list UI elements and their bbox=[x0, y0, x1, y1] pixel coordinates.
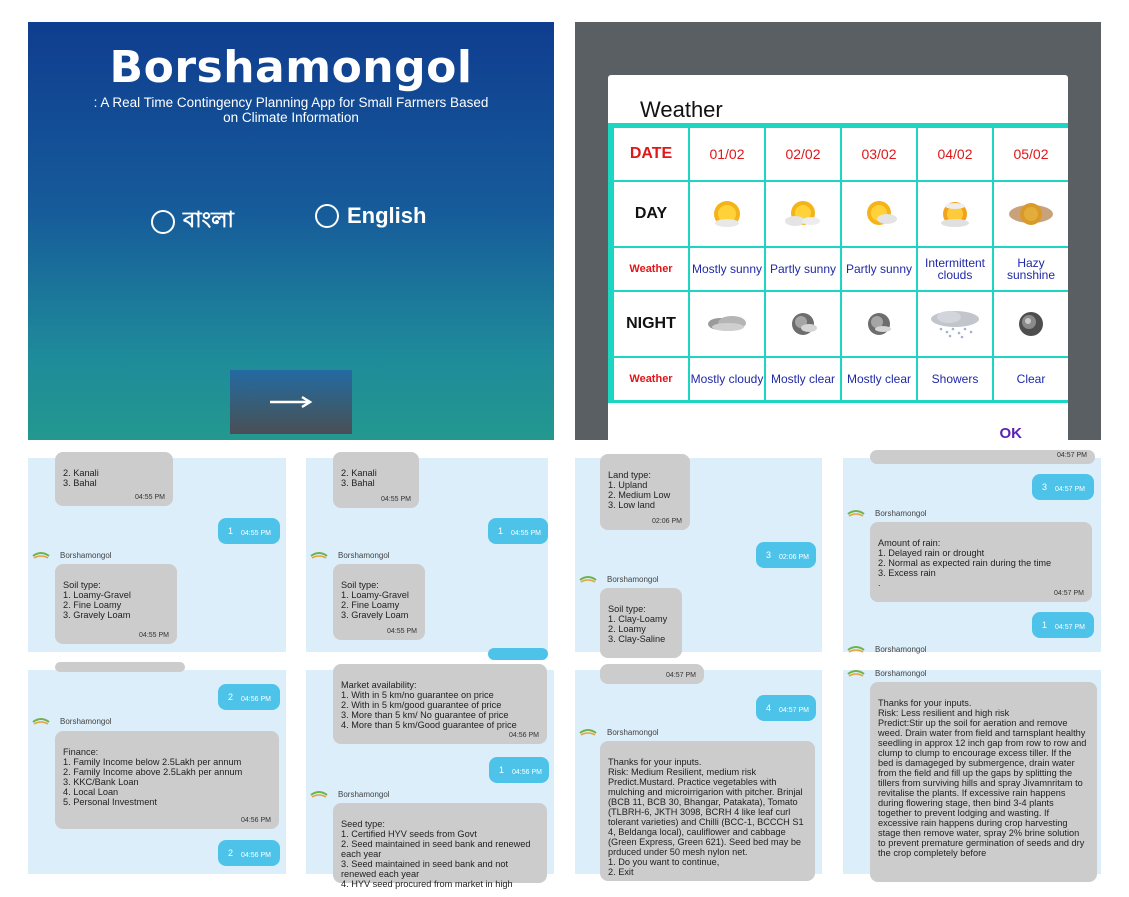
chat-panel-risk-high[interactable] bbox=[843, 670, 1101, 874]
sender-row bbox=[32, 550, 112, 560]
sender-row bbox=[579, 727, 659, 737]
sender-name: Borshamongol bbox=[607, 574, 659, 584]
sent-reply-bubble bbox=[1032, 474, 1094, 500]
night-header: NIGHT bbox=[614, 292, 688, 356]
hazy-sunshine-icon bbox=[994, 182, 1068, 246]
message-bubble bbox=[600, 454, 690, 530]
sent-reply-bubble bbox=[1032, 612, 1094, 638]
sent-reply-bubble bbox=[488, 518, 548, 544]
night-weather-desc: Mostly cloudy bbox=[690, 358, 764, 400]
showers-icon bbox=[918, 292, 992, 356]
sender-name: Borshamongol bbox=[60, 716, 112, 726]
message-text: Soil type: 1. Loamy-Gravel 2. Fine Loamy 3. Gravely Loam bbox=[341, 580, 409, 620]
message-time: 04:55 PM bbox=[381, 496, 411, 503]
message-bubble bbox=[870, 682, 1097, 882]
reply-time: 04:55 PM bbox=[511, 529, 541, 537]
message-bubble bbox=[870, 522, 1092, 602]
message-bubble bbox=[333, 452, 419, 508]
date-cell: 02/02 bbox=[766, 128, 840, 180]
app-title: Borshamongol bbox=[109, 42, 473, 93]
dialog-title: Weather bbox=[640, 97, 723, 122]
app-logo-icon bbox=[32, 550, 50, 560]
night-weather-desc: Mostly clear bbox=[842, 358, 916, 400]
radio-button-icon[interactable] bbox=[315, 204, 339, 228]
day-weather-desc: Intermittent clouds bbox=[918, 248, 992, 290]
radio-button-icon[interactable] bbox=[151, 210, 175, 234]
reply-number: 1 bbox=[499, 765, 505, 775]
date-cell: 05/02 bbox=[994, 128, 1068, 180]
app-logo-icon bbox=[847, 668, 865, 678]
chat-panel-rain-amount[interactable] bbox=[843, 452, 1101, 654]
message-bubble bbox=[333, 803, 547, 889]
chat-panel-land-type[interactable] bbox=[575, 458, 822, 652]
language-label-english: English bbox=[347, 203, 427, 228]
chat-panel-soil-type-1[interactable] bbox=[28, 458, 286, 652]
app-logo-icon bbox=[32, 716, 50, 726]
reply-time: 04:57 PM bbox=[1055, 623, 1085, 631]
message-bubble bbox=[600, 741, 815, 881]
sender-row bbox=[847, 644, 927, 654]
date-cell: 01/02 bbox=[690, 128, 764, 180]
message-text: Thanks for your inputs. Risk: Less resilient and high risk Predict:Stir up the soil for aeration and remove weed. Drain water from field and tarnsplant healthy seedling in approx 12 inch gap from row to row and clump to clump to encourage excess tiller. If the bed is damageged by submergence, drain water from the field and fill up the gaps by splitting the tillers from surviving hills and spray Jivamnritam to revitalise the plants. If excessive rain happens during flowering stage, then bind 3-4 plants together to prevent lodging and wasting. If excessive rain happens during crop harvesting stage then remove water, spray 2% brine solution to prevent premature germination of seeds and dry the crop completely before bbox=[878, 698, 1087, 858]
message-bubble-partial bbox=[870, 450, 1095, 464]
message-bubble bbox=[55, 452, 173, 506]
sender-row bbox=[579, 574, 659, 584]
date-cell: 04/02 bbox=[918, 128, 992, 180]
reply-number: 2 bbox=[228, 692, 234, 702]
sent-reply-bubble bbox=[218, 840, 280, 866]
ok-button[interactable]: OK bbox=[999, 425, 1022, 442]
weather-table bbox=[608, 123, 1068, 403]
night-weather-desc: Showers bbox=[918, 358, 992, 400]
weather-screen bbox=[575, 22, 1101, 440]
day-weather-header: Weather bbox=[614, 248, 688, 290]
message-time: 04:56 PM bbox=[241, 817, 271, 824]
reply-number: 2 bbox=[228, 848, 234, 858]
message-bubble bbox=[55, 564, 177, 644]
day-weather-desc: Hazy sunshine bbox=[994, 248, 1068, 290]
message-bubble-partial bbox=[600, 664, 704, 684]
language-option-bangla[interactable] bbox=[151, 203, 234, 240]
reply-number: 3 bbox=[766, 550, 772, 560]
sender-name: Borshamongol bbox=[875, 668, 927, 678]
chat-panel-soil-type-2[interactable] bbox=[306, 458, 548, 652]
sender-name: Borshamongol bbox=[338, 550, 390, 560]
reply-number: 1 bbox=[498, 526, 504, 536]
app-logo-icon bbox=[847, 644, 865, 654]
message-text: Thanks for your inputs. Risk: Medium Resilient, medium risk Predict.Mustard. Practice vegetables with mulching and microirrigarion with pitcher. Brinjal (BCB 11, BCB 30, Bhangar, Patakata), Tomato (TLBRH-6, JKTH 3098, BCRH 4 like leaf curl tolerant varieties) and Chilli (BCC-1, BCCCH S1 4, Beldanga local), cauliflower and cabbage (Green Express, Green 621). Seed bed may be prduced under 50 mesh nylon net. 1. Do you want to continue, 2. Exit bbox=[608, 757, 804, 877]
app-logo-icon bbox=[847, 508, 865, 518]
mostly-cloudy-night-icon bbox=[690, 292, 764, 356]
reply-number: 3 bbox=[1042, 482, 1048, 492]
message-time: 04:57 PM bbox=[1057, 452, 1087, 459]
app-logo-icon bbox=[579, 727, 597, 737]
clear-night-icon bbox=[994, 292, 1068, 356]
weather-dialog bbox=[608, 75, 1068, 455]
night-weather-header: Weather bbox=[614, 358, 688, 400]
message-time: 04:56 PM bbox=[509, 732, 539, 739]
reply-time: 02:06 PM bbox=[779, 553, 809, 561]
message-text: Seed type: 1. Certified HYV seeds from Govt 2. Seed maintained in seed bank and renewed each year 3. Seed maintained in seed bank and not renewed each year 4. HYV seed procured from market in high bbox=[341, 819, 531, 889]
message-bubble-partial bbox=[55, 662, 185, 672]
app-logo-icon bbox=[310, 550, 328, 560]
day-weather-desc: Partly sunny bbox=[766, 248, 840, 290]
sent-reply-bubble bbox=[218, 518, 280, 544]
message-time: 04:57 PM bbox=[1054, 590, 1084, 597]
sender-row bbox=[847, 508, 927, 518]
sender-name: Borshamongol bbox=[607, 727, 659, 737]
reply-time: 04:56 PM bbox=[512, 768, 542, 776]
message-bubble bbox=[333, 564, 425, 640]
message-bubble bbox=[333, 664, 547, 744]
day-weather-desc: Mostly sunny bbox=[690, 248, 764, 290]
sent-reply-bubble bbox=[218, 684, 280, 710]
message-text: 2. Kanali 3. Bahal bbox=[341, 468, 377, 488]
message-text: Amount of rain: 1. Delayed rain or drought 2. Normal as expected rain during the time 3. Excess rain . bbox=[878, 538, 1052, 588]
day-header: DAY bbox=[614, 182, 688, 246]
day-weather-desc: Partly sunny bbox=[842, 248, 916, 290]
sender-name: Borshamongol bbox=[875, 508, 927, 518]
sender-row bbox=[847, 668, 927, 678]
mostly-clear-night-icon bbox=[766, 292, 840, 356]
message-text: 2. Kanali 3. Bahal bbox=[63, 468, 99, 488]
mostly-clear-night-icon bbox=[842, 292, 916, 356]
reply-number: 1 bbox=[228, 526, 234, 536]
date-header: DATE bbox=[614, 128, 688, 180]
sender-row bbox=[32, 716, 112, 726]
reply-time: 04:57 PM bbox=[1055, 485, 1085, 493]
message-text: Market availability: 1. With in 5 km/no guarantee on price 2. With in 5 km/good guarantee of price 3. More than 5 km/ No guarantee of price 4. More than 5 km/Good guarantee of price bbox=[341, 680, 517, 730]
language-option-english[interactable] bbox=[315, 203, 426, 229]
reply-number: 4 bbox=[766, 703, 772, 713]
splash-screen bbox=[28, 22, 554, 440]
message-time: 04:55 PM bbox=[135, 494, 165, 501]
date-cell: 03/02 bbox=[842, 128, 916, 180]
night-weather-desc: Clear bbox=[994, 358, 1068, 400]
message-time: 04:55 PM bbox=[139, 632, 169, 639]
sender-row bbox=[310, 789, 390, 799]
night-weather-desc: Mostly clear bbox=[766, 358, 840, 400]
next-button[interactable] bbox=[230, 370, 352, 434]
message-text: Soil type: 1. Clay-Loamy 2. Loamy 3. Clay-Saline bbox=[608, 604, 668, 644]
sent-reply-bubble bbox=[756, 695, 816, 721]
message-text: Soil type: 1. Loamy-Gravel 2. Fine Loamy 3. Gravely Loam bbox=[63, 580, 131, 620]
reply-time: 04:56 PM bbox=[241, 695, 271, 703]
message-time: 04:57 PM bbox=[666, 672, 696, 679]
sent-reply-bubble bbox=[489, 757, 549, 783]
sender-name: Borshamongol bbox=[875, 644, 927, 654]
arrow-right-icon bbox=[268, 395, 314, 409]
partly-sunny-icon bbox=[842, 182, 916, 246]
language-label-bangla: বাংলা bbox=[183, 207, 234, 232]
reply-time: 04:57 PM bbox=[779, 706, 809, 714]
intermittent-clouds-icon bbox=[918, 182, 992, 246]
sent-reply-bubble-partial bbox=[488, 648, 548, 660]
reply-time: 04:56 PM bbox=[241, 851, 271, 859]
sent-reply-bubble bbox=[756, 542, 816, 568]
message-time: 02:06 PM bbox=[652, 518, 682, 525]
chat-panel-market-seed[interactable] bbox=[306, 670, 554, 889]
sender-name: Borshamongol bbox=[60, 550, 112, 560]
reply-number: 1 bbox=[1042, 620, 1048, 630]
message-bubble bbox=[55, 731, 279, 829]
mostly-sunny-icon bbox=[690, 182, 764, 246]
chat-panel-finance[interactable] bbox=[28, 670, 286, 874]
app-subtitle: : A Real Time Contingency Planning App for Small Farmers Based on Climate Information bbox=[93, 95, 489, 125]
message-text: Finance: 1. Family Income below 2.5Lakh per annum 2. Family Income above 2.5Lakh per annum 3. KKC/Bank Loan 4. Local Loan 5. Personal Investment bbox=[63, 747, 243, 807]
chat-panel-risk-medium[interactable] bbox=[575, 670, 822, 877]
sender-row bbox=[310, 550, 390, 560]
message-text: Land type: 1. Upland 2. Medium Low 3. Low land bbox=[608, 470, 671, 510]
message-time: 04:55 PM bbox=[387, 628, 417, 635]
reply-time: 04:55 PM bbox=[241, 529, 271, 537]
sender-name: Borshamongol bbox=[338, 789, 390, 799]
message-bubble bbox=[600, 588, 682, 658]
app-logo-icon bbox=[310, 789, 328, 799]
app-logo-icon bbox=[579, 574, 597, 584]
partly-sunny-icon bbox=[766, 182, 840, 246]
